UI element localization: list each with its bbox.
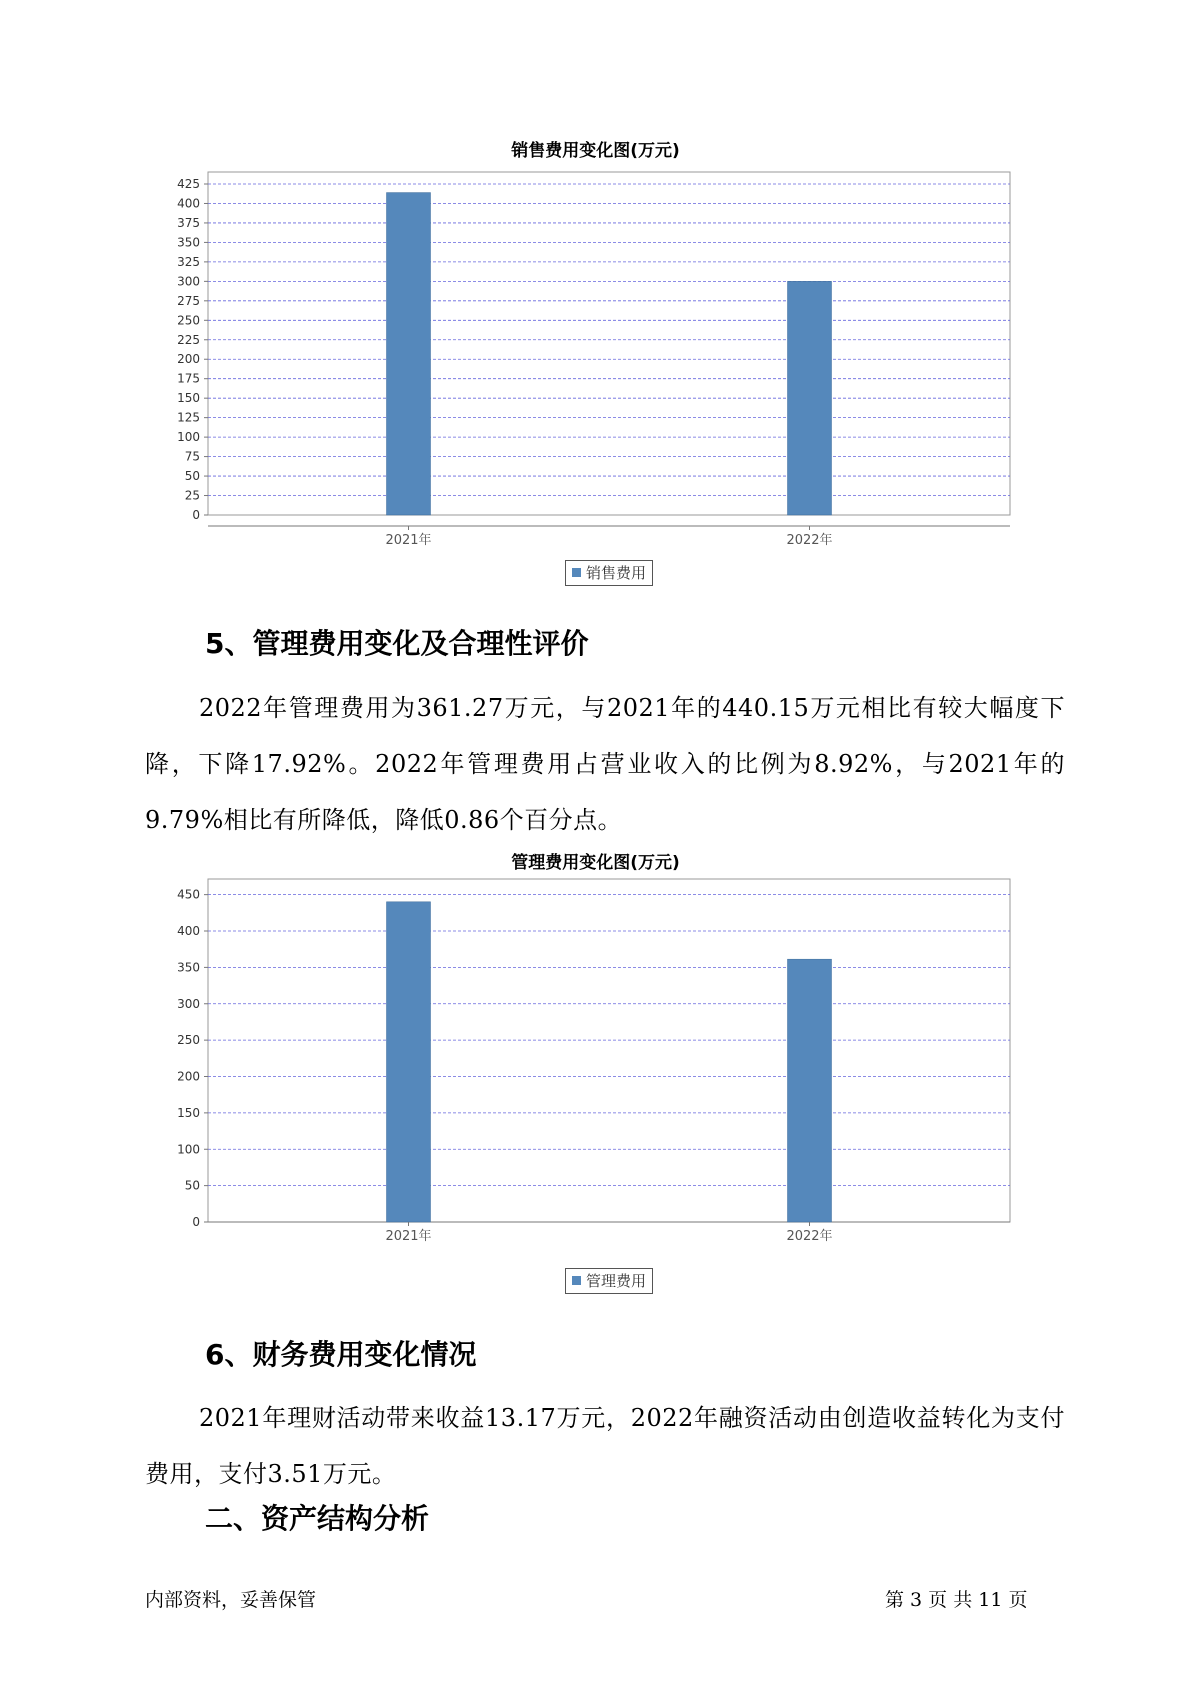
- y-tick-label: 150: [177, 1105, 200, 1120]
- legend-label: 管理费用: [586, 1272, 647, 1290]
- y-tick-label: 350: [177, 960, 200, 975]
- y-tick-label: 250: [177, 1033, 200, 1048]
- section-5-paragraph: 2022年管理费用为361.27万元，与2021年的440.15万元相比有较大幅度下降，下降17.92%。2022年管理费用占营业收入的比例为8.92%，与2021年的9.79%相比有所降低，降低0.86个百分点。: [145, 694, 1065, 834]
- y-tick-label: 375: [177, 215, 200, 230]
- x-tick-label: 2022年: [786, 533, 833, 548]
- y-tick-label: 100: [177, 1142, 200, 1157]
- section-two-heading: 二、资产结构分析: [205, 1502, 430, 1535]
- y-tick-label: 250: [177, 313, 200, 328]
- plot-frame: [208, 879, 1010, 1222]
- x-tick-label: 2021年: [385, 1229, 432, 1244]
- y-tick-label: 200: [177, 1069, 200, 1084]
- y-tick-label: 450: [177, 887, 200, 902]
- bar: [387, 902, 431, 1222]
- chart-title: 销售费用变化图(万元): [511, 141, 680, 161]
- y-tick-label: 0: [192, 1215, 200, 1229]
- legend-label: 销售费用: [586, 564, 647, 582]
- y-tick-label: 350: [177, 235, 200, 250]
- y-tick-label: 50: [184, 1178, 200, 1193]
- y-tick-label: 400: [177, 924, 200, 939]
- y-tick-label: 275: [177, 293, 200, 308]
- chart-legend: [565, 1268, 653, 1294]
- section-6-paragraph: 2021年理财活动带来收益13.17万元，2022年融资活动由创造收益转化为支付费用，支付3.51万元。: [145, 1404, 1065, 1488]
- section-5-heading: 5、管理费用变化及合理性评价: [205, 627, 589, 660]
- y-tick-label: 400: [177, 196, 200, 211]
- y-tick-label: 200: [177, 352, 200, 367]
- y-tick-label: 100: [177, 430, 200, 445]
- y-tick-label: 175: [177, 371, 200, 386]
- x-tick-label: 2022年: [786, 1229, 833, 1244]
- y-tick-label: 300: [177, 274, 200, 289]
- footer-page-number: 第 3 页 共 11 页: [885, 1589, 1028, 1611]
- y-tick-label: 25: [184, 488, 200, 503]
- y-tick-label: 425: [177, 177, 200, 191]
- footer-left: 内部资料，妥善保管: [145, 1589, 317, 1611]
- y-tick-label: 325: [177, 254, 200, 269]
- y-tick-label: 0: [192, 508, 200, 522]
- bar: [788, 959, 832, 1222]
- y-tick-label: 75: [184, 449, 200, 464]
- x-tick-label: 2021年: [385, 533, 432, 548]
- y-tick-label: 50: [184, 469, 200, 484]
- section-6-heading: 6、财务费用变化情况: [205, 1338, 477, 1371]
- y-tick-label: 150: [177, 391, 200, 406]
- y-tick-label: 125: [177, 410, 200, 425]
- chart-title: 管理费用变化图(万元): [511, 853, 680, 873]
- legend-swatch: [572, 1276, 581, 1285]
- y-tick-label: 300: [177, 996, 200, 1011]
- y-tick-label: 225: [177, 332, 200, 347]
